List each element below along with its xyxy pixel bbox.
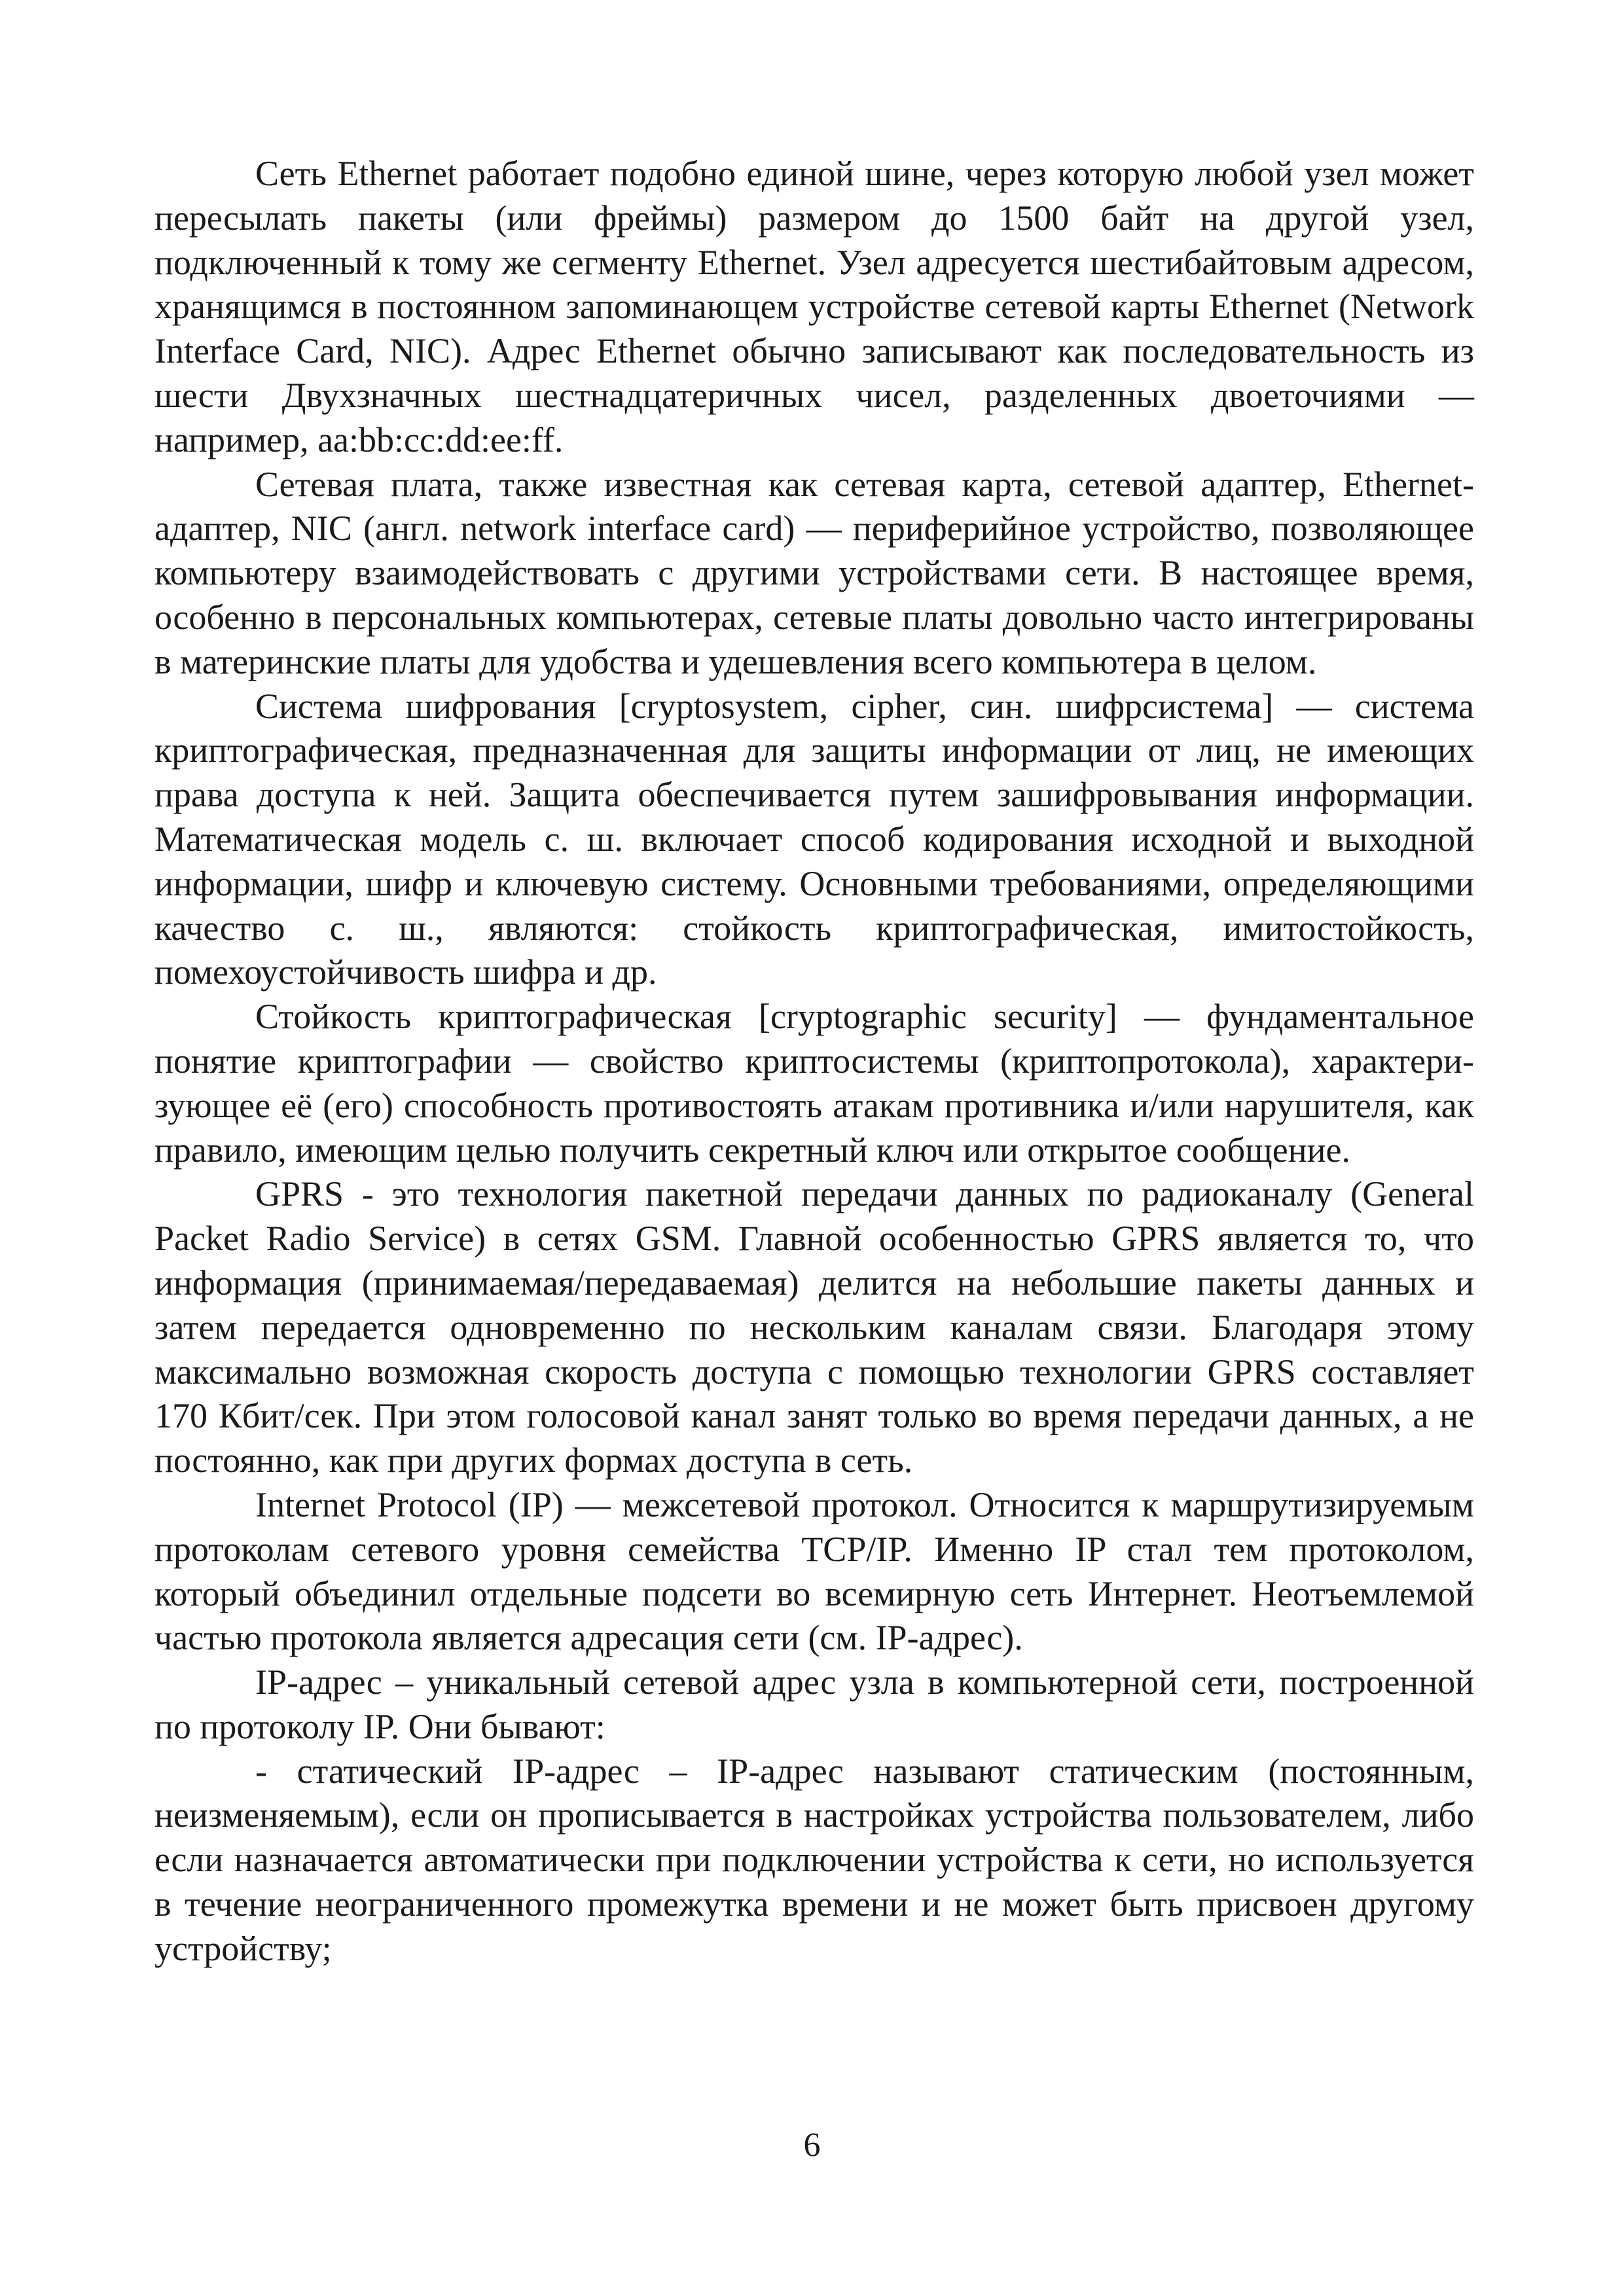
paragraph-ip-address: IP-адрес – уникальный сетевой адрес узла в компьютерной сети, построенной по протоколу IP. Они бывают:: [154, 1662, 1474, 1746]
paragraph-encryption-system: Система шифрования [cryptosystem, cipher, син. шифрсистема] — система криптографическая, предназначенная для защиты информации от лиц, не имеющих права доступа к ней. Защита обеспечивается путем зашифровывания информации. Математическая модель с. ш. включает способ кодирования исходной и выходной информации, шифр и ключевую систему. Основными требованиями, определяющими качество с. ш., являются: стойкость криптографическая, имитостойкость, помехоустойчивость шифра и др.: [154, 686, 1474, 992]
page-body: [154, 152, 1474, 1971]
page-number: 6: [803, 2126, 821, 2164]
paragraph-cryptographic-security: Стойкость криптографическая [cryptographic security] — фундаментальное понятие криптографии — свойство криптосистемы (криптопротокола), характеризующее её (его) способность противостоять атакам противника и/или нарушителя, как правило, имеющим целью получить секретный ключ или открытое сообщение.: [154, 997, 1474, 1170]
paragraph-static-ip: - статический IP-адрес – IP-адрес называют статическим (постоянным, неизменяемым), если он прописывается в настройках устройства пользователем, либо если назначается автоматически при подключении устройства к сети, но используется в течение неограниченного промежутка времени и не может быть присвоен другому устройству;: [154, 1751, 1474, 1968]
paragraph-network-card: Сетевая плата, также известная как сетевая карта, сетевой адаптер, Ethernet-адаптер, NIC (англ. network interface card) — периферийное устройство, позволяющее компьютеру взаимодействовать с другими устройствами сети. В настоящее время, особенно в персональных компьютерах, сетевые платы довольно часто интегрированы в материнские платы для удобства и удешевления всего компьютера в целом.: [154, 464, 1474, 681]
paragraph-gprs: GPRS - это технология пакетной передачи данных по радиоканалу (General Packet Radio Service) в сетях GSM. Главной особенностью GPRS является то, что информация (принимаемая/передаваемая) делится на небольшие пакеты данных и затем передается одновременно по нескольким каналам связи. Благодаря этому максимально возможная скорость доступа с помощью технологии GPRS составляет 170 Кбит/сек. При этом голосовой канал занят только во время передачи данных, а не постоянно, как при других формах доступа в сеть.: [154, 1174, 1474, 1480]
paragraph-ethernet: Сеть Ethernet работает подобно единой шине, через которую любой узел может пересылать пакеты (или фреймы) размером до 1500 байт на другой узел, подключенный к тому же сегменту Ethernet. Узел адресуется шестибайтовым адресом, хранящимся в постоянном запоминающем устройстве сетевой карты Ethernet (Network Interface Card, NIC). Адрес Ethernet обычно записывают как последовательность из шести Двухзначных шестнадцатеричных чисел, разделенных двоеточиями — например, aa:bb:cc:dd:ee:ff.: [154, 154, 1474, 459]
paragraph-internet-protocol: Internet Protocol (IP) — межсетевой протокол. Относится к маршрутизируемым протоколам сетевого уровня семейства TCP/IP. Именно IP стал тем протоколом, который объединил отдельные подсети во всемирную сеть Интернет. Неотъемлемой частью протокола является адресация сети (см. IP-адрес).: [154, 1484, 1474, 1658]
